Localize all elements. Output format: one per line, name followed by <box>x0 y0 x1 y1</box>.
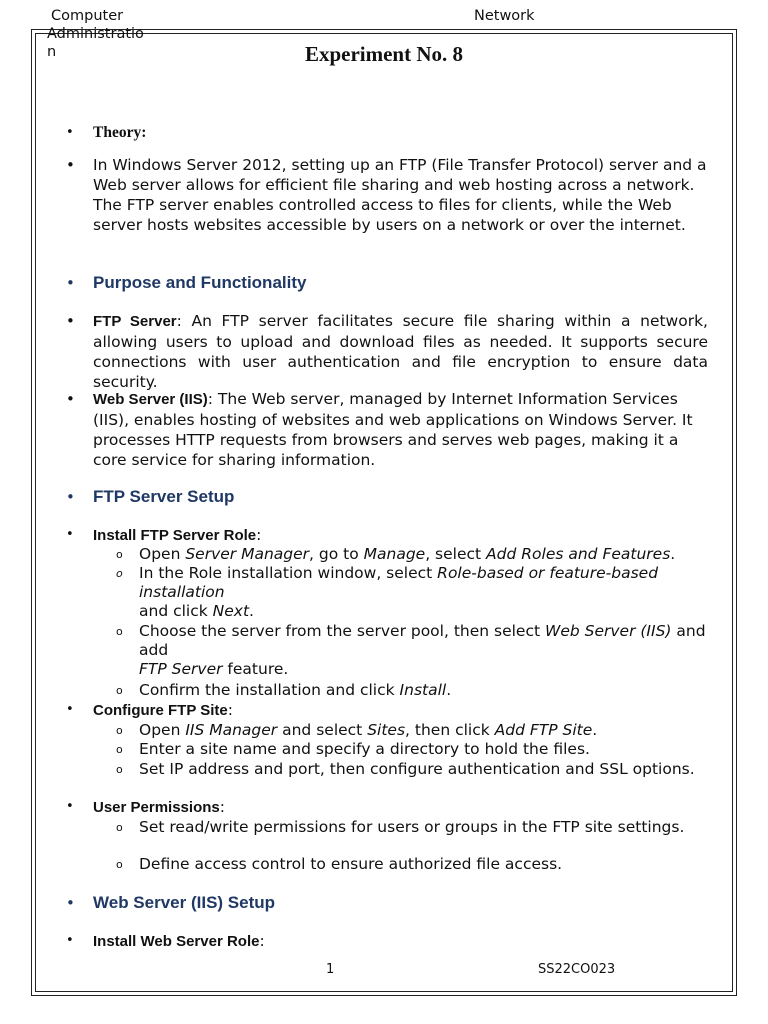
web-server-paragraph <box>93 389 708 470</box>
colon: : <box>256 526 262 544</box>
circle-bullet-icon: o <box>116 684 123 697</box>
ftp-server-label: FTP Server <box>93 313 177 330</box>
text: . <box>446 681 452 699</box>
bullet-icon: • <box>66 702 74 717</box>
circle-bullet-icon: o <box>116 548 123 561</box>
page-title: Experiment No. 8 <box>304 42 464 66</box>
text: , select <box>425 545 487 563</box>
web-server-label: Web Server (IIS) <box>93 391 208 408</box>
install-step-3 <box>139 622 714 679</box>
sites-term: Sites <box>367 721 406 739</box>
circle-bullet-icon: o <box>116 625 123 638</box>
manage-term: Manage <box>363 545 426 563</box>
install-step-2 <box>139 564 714 621</box>
colon: : <box>227 701 233 719</box>
section-heading-purpose: Purpose and Functionality <box>93 273 307 292</box>
install-term: Install <box>399 681 447 699</box>
ftp-server-paragraph <box>93 311 708 392</box>
bullet-icon: • <box>66 933 74 948</box>
next-term: Next <box>212 602 250 620</box>
server-manager-term: Server Manager <box>185 545 310 563</box>
install-step-1 <box>139 545 714 564</box>
role-based-term: Role-based or feature-based installation <box>139 564 659 601</box>
configure-step-1 <box>139 721 714 740</box>
web-server-term: Web Server (IIS) <box>545 622 672 640</box>
circle-bullet-icon: o <box>116 763 123 776</box>
configure-ftp-heading <box>93 700 708 721</box>
user-permissions-heading <box>93 797 708 818</box>
bullet-icon: • <box>66 488 75 506</box>
text: and add <box>139 622 706 659</box>
circle-bullet-icon: o <box>116 724 123 737</box>
theory-text: In Windows Server 2012, setting up an FTP (File Transfer Protocol) server and a Web server allows for efficient file sharing and web hosting across a network. The FTP server enables controlled access to files for clients, while the Web server hosts websites accessible by users on a network or over the internet. <box>93 156 707 234</box>
header-left-line2: Administration <box>47 26 144 60</box>
configure-step-2: Enter a site name and specify a directory to hold the files. <box>139 740 590 758</box>
text: feature. <box>222 660 289 678</box>
text: . <box>670 545 676 563</box>
circle-bullet-icon: o <box>116 858 123 871</box>
permissions-step-2: Define access control to ensure authorized file access. <box>139 855 563 873</box>
bullet-icon: • <box>66 125 74 140</box>
text: and select <box>277 721 368 739</box>
install-ftp-heading <box>93 525 708 546</box>
circle-bullet-icon: o <box>116 743 123 756</box>
install-web-heading <box>93 931 708 952</box>
text: In the Role installation window, select <box>139 564 438 582</box>
install-step-4 <box>139 681 714 700</box>
text: . <box>592 721 598 739</box>
text: Choose the server from the server pool, then select <box>139 622 545 640</box>
page-number: 1 <box>326 962 335 977</box>
web-server-text: : The Web server, managed by Internet Information Services (IIS), enables hosting of websites and web applications on Windows Server. It processes HTTP requests from browsers and serves web pages, making it a core service for sharing information. <box>93 390 693 469</box>
text: and click <box>139 602 213 620</box>
bullet-icon: • <box>66 274 75 292</box>
bullet-icon: • <box>66 390 75 408</box>
iis-manager-term: IIS Manager <box>185 721 278 739</box>
text: . <box>249 602 254 620</box>
install-web-label: Install Web Server Role <box>93 933 260 950</box>
bullet-icon: • <box>66 156 75 174</box>
header-left-line1: Computer <box>51 8 124 24</box>
theory-label: Theory: <box>93 124 147 141</box>
colon: : <box>219 798 225 816</box>
footer-id: SS22CO023 <box>538 962 616 977</box>
circle-bullet-icon: o <box>116 567 123 580</box>
ftp-server-text: : An FTP server facilitates secure file sharing within a network, allowing users to upload and download files as needed. It supports secure connections with user authentication and file encryption to ensure data security. <box>93 312 708 391</box>
bullet-icon: • <box>66 799 74 814</box>
text: Open <box>139 545 186 563</box>
header-right: Network <box>474 8 535 24</box>
configure-step-3: Set IP address and port, then configure authentication and SSL options. <box>139 760 695 778</box>
permissions-step-1: Set read/write permissions for users or groups in the FTP site settings. <box>139 818 685 836</box>
bullet-icon: • <box>66 527 74 542</box>
install-ftp-label: Install FTP Server Role <box>93 527 257 544</box>
section-heading-ftp-setup: FTP Server Setup <box>93 487 235 506</box>
text: Open <box>139 721 186 739</box>
bullet-icon: • <box>66 894 75 912</box>
bullet-icon: • <box>66 312 75 330</box>
colon: : <box>259 932 265 950</box>
text: , then click <box>405 721 495 739</box>
add-ftp-site-term: Add FTP Site <box>494 721 593 739</box>
text: , go to <box>309 545 364 563</box>
configure-ftp-label: Configure FTP Site <box>93 702 228 719</box>
circle-bullet-icon: o <box>116 821 123 834</box>
ftp-server-term: FTP Server <box>139 660 223 678</box>
section-heading-web-setup: Web Server (IIS) Setup <box>93 893 276 912</box>
text: Confirm the installation and click <box>139 681 400 699</box>
user-permissions-label: User Permissions <box>93 799 220 816</box>
add-roles-term: Add Roles and Features <box>486 545 671 563</box>
